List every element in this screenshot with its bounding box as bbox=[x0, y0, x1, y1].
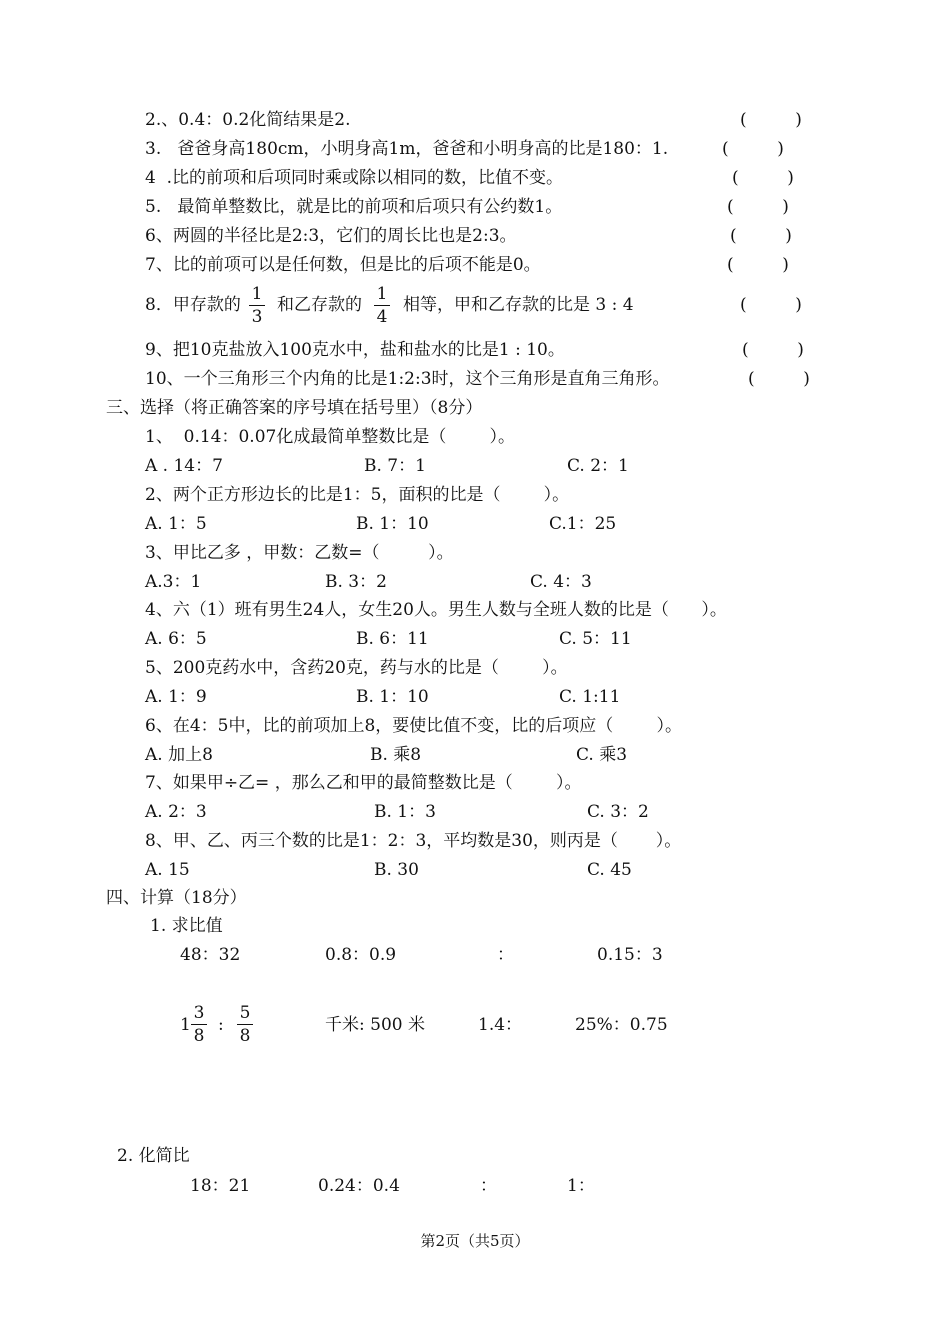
fraction-one-fourth bbox=[374, 285, 390, 326]
fraction-one-third bbox=[249, 285, 265, 326]
choice-option-a[interactable]: A. 6：5 bbox=[145, 629, 207, 649]
choice-option-b[interactable]: B. 1：10 bbox=[356, 514, 429, 534]
tf-item-8-part-b: 和乙存款的 bbox=[277, 295, 362, 315]
tf-item-8-part-c: 相等，甲和乙存款的比是 3 : 4 bbox=[403, 295, 634, 315]
fraction-denominator: 4 bbox=[376, 307, 388, 327]
choice-question-2: 2、两个正方形边长的比是1：5，面积的比是（ ）。 bbox=[145, 485, 570, 505]
tf-item-9: 9、把10克盐放入100克水中，盐和盐水的比是1 : 10。 bbox=[145, 340, 565, 360]
subsection-ratio-value: 1. 求比值 bbox=[150, 916, 223, 936]
tf-answer-paren[interactable]: ( ) bbox=[748, 369, 810, 389]
choice-option-a[interactable]: A. 1：5 bbox=[145, 514, 207, 534]
ratio-colon: : bbox=[218, 1015, 224, 1035]
fraction-numerator: 1 bbox=[376, 284, 388, 304]
calc-item: 0.15：3 bbox=[597, 945, 663, 965]
tf-item-5: 5. 最简单整数比，就是比的前项和后项只有公约数1。 bbox=[145, 197, 563, 217]
choice-option-b[interactable]: B. 7：1 bbox=[364, 456, 426, 476]
choice-option-c[interactable]: C. 4：3 bbox=[530, 572, 592, 592]
fraction-numerator: 3 bbox=[193, 1003, 205, 1023]
fraction-bar bbox=[374, 305, 390, 306]
tf-answer-paren[interactable]: ( ) bbox=[732, 168, 794, 188]
fraction-denominator: 3 bbox=[251, 307, 263, 327]
choice-question-7: 7、如果甲÷乙= ，那么乙和甲的最简整数比是（ ）。 bbox=[145, 773, 582, 793]
fraction-denominator: 8 bbox=[193, 1026, 205, 1046]
subsection-simplify: 2. 化简比 bbox=[117, 1146, 190, 1166]
tf-answer-paren[interactable]: ( ) bbox=[722, 139, 784, 159]
choice-question-8: 8、甲、乙、丙三个数的比是1：2：3，平均数是30，则丙是（ ）。 bbox=[145, 831, 682, 851]
fraction-five-eighths bbox=[237, 1004, 253, 1045]
choice-option-a[interactable]: A. 1：9 bbox=[145, 687, 207, 707]
mixed-number-fraction bbox=[191, 1004, 207, 1045]
tf-answer-paren[interactable]: ( ) bbox=[730, 226, 792, 246]
tf-answer-paren[interactable]: ( ) bbox=[727, 255, 789, 275]
tf-item-6: 6、两圆的半径比是2:3，它们的周长比也是2:3。 bbox=[145, 226, 517, 246]
choice-option-c[interactable]: C.1：25 bbox=[549, 514, 617, 534]
choice-option-a[interactable]: A . 14：7 bbox=[145, 456, 223, 476]
calc-item: 0.8：0.9 bbox=[325, 945, 397, 965]
choice-option-b[interactable]: B. 1：3 bbox=[374, 802, 436, 822]
calc-item: 1.4： bbox=[478, 1015, 523, 1035]
choice-option-c[interactable]: C. 2：1 bbox=[567, 456, 629, 476]
choice-option-b[interactable]: B. 乘8 bbox=[370, 745, 422, 765]
choice-option-b[interactable]: B. 30 bbox=[374, 860, 419, 880]
fraction-numerator: 1 bbox=[251, 284, 263, 304]
fraction-denominator: 8 bbox=[239, 1026, 251, 1046]
tf-item-10: 10、一个三角形三个内角的比是1:2:3时，这个三角形是直角三角形。 bbox=[145, 369, 670, 389]
tf-item-8-part-a: 8．甲存款的 bbox=[145, 295, 241, 315]
choice-option-b[interactable]: B. 3：2 bbox=[325, 572, 387, 592]
tf-answer-paren[interactable]: ( ) bbox=[740, 295, 802, 315]
choice-question-3: 3、甲比乙多 ，甲数：乙数=（ ）。 bbox=[145, 543, 454, 563]
fraction-bar bbox=[237, 1024, 253, 1025]
choice-option-b[interactable]: B. 1：10 bbox=[356, 687, 429, 707]
choice-option-a[interactable]: A. 加上8 bbox=[145, 745, 213, 765]
tf-item-7: 7、比的前项可以是任何数，但是比的后项不能是0。 bbox=[145, 255, 541, 275]
choice-question-5: 5、200克药水中，含药20克，药与水的比是（ ）。 bbox=[145, 658, 568, 678]
calc-item: ： bbox=[497, 945, 514, 965]
tf-item-2: 2.、0.4：0.2化简结果是2. bbox=[145, 110, 351, 130]
page-footer: 第2页（共5页） bbox=[420, 1232, 530, 1250]
tf-answer-paren[interactable]: ( ) bbox=[727, 197, 789, 217]
tf-answer-paren[interactable]: ( ) bbox=[742, 340, 804, 360]
choice-option-c[interactable]: C. 45 bbox=[587, 860, 632, 880]
tf-item-4: 4 .比的前项和后项同时乘或除以相同的数，比值不变。 bbox=[145, 168, 564, 188]
calc-item: 25%：0.75 bbox=[575, 1015, 668, 1035]
fraction-bar bbox=[191, 1024, 207, 1025]
mixed-number-whole: 1 bbox=[180, 1015, 191, 1035]
tf-item-3: 3. 爸爸身高180cm，小明身高1m，爸爸和小明身高的比是180：1. bbox=[145, 139, 669, 159]
calc-item: 0.24：0.4 bbox=[318, 1176, 400, 1196]
choice-option-c[interactable]: C. 5：11 bbox=[559, 629, 632, 649]
choice-option-c[interactable]: C. 1:11 bbox=[559, 687, 621, 707]
choice-option-c[interactable]: C. 3：2 bbox=[587, 802, 649, 822]
section-title-calc: 四、计算（18分） bbox=[106, 888, 247, 908]
choice-question-6: 6、在4：5中，比的前项加上8，要使比值不变，比的后项应（ ）。 bbox=[145, 716, 682, 736]
choice-option-c[interactable]: C. 乘3 bbox=[576, 745, 628, 765]
calc-item: 1： bbox=[567, 1176, 595, 1196]
fraction-numerator: 5 bbox=[239, 1003, 251, 1023]
calc-item: 18：21 bbox=[190, 1176, 251, 1196]
choice-option-a[interactable]: A. 2：3 bbox=[145, 802, 207, 822]
choice-option-b[interactable]: B. 6：11 bbox=[356, 629, 429, 649]
choice-option-a[interactable]: A. 15 bbox=[145, 860, 190, 880]
tf-answer-paren[interactable]: ( ) bbox=[740, 110, 802, 130]
choice-question-4: 4、六（1）班有男生24人，女生20人。男生人数与全班人数的比是（ ）。 bbox=[145, 600, 727, 620]
fraction-bar bbox=[249, 305, 265, 306]
choice-question-1: 1、 0.14：0.07化成最简单整数比是（ ）。 bbox=[145, 427, 516, 447]
choice-option-a[interactable]: A.3：1 bbox=[145, 572, 202, 592]
section-title-choice: 三、选择（将正确答案的序号填在括号里）（8分） bbox=[106, 398, 483, 418]
calc-item: ： bbox=[480, 1176, 497, 1196]
calc-item: 千米: 500 米 bbox=[325, 1015, 425, 1035]
calc-item: 48：32 bbox=[180, 945, 241, 965]
